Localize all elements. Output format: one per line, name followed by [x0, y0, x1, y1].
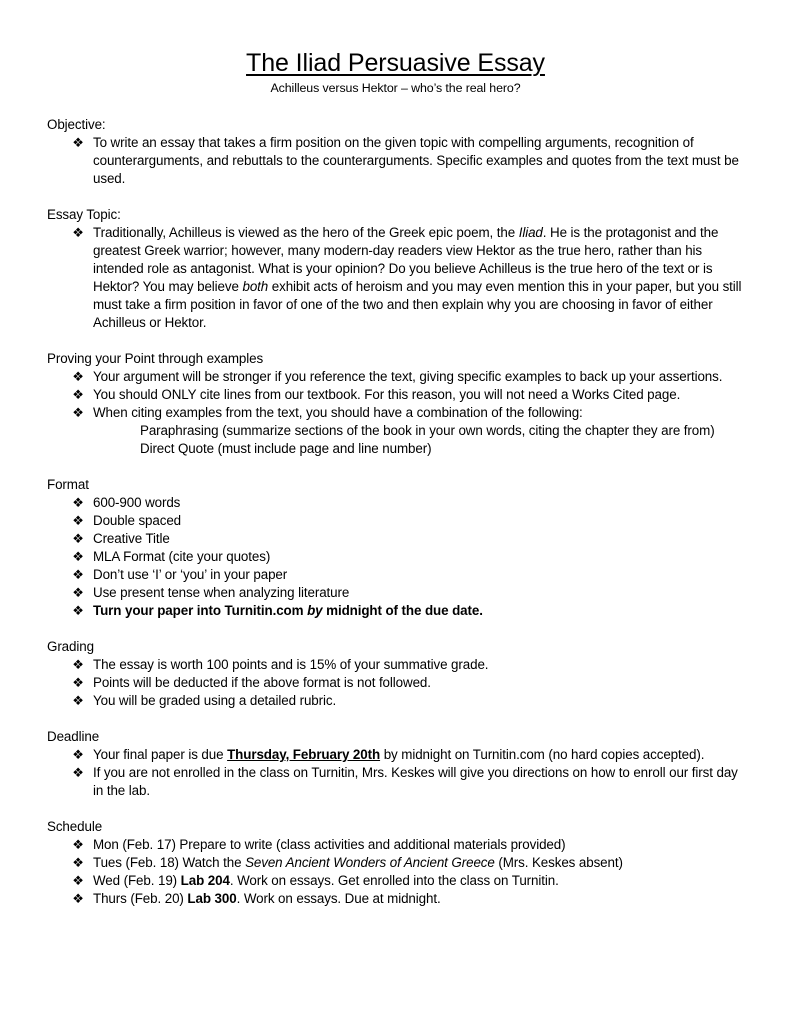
list-item [47, 692, 747, 710]
list-item [47, 890, 747, 908]
diamond-bullet-icon: ❖ [72, 567, 84, 582]
diamond-bullet-icon: ❖ [72, 531, 84, 546]
list-item [47, 566, 747, 584]
diamond-bullet-icon: ❖ [72, 135, 84, 150]
format-section [47, 476, 747, 620]
list-item [47, 494, 747, 512]
diamond-bullet-icon: ❖ [72, 225, 84, 240]
diamond-bullet-icon: ❖ [72, 369, 84, 384]
diamond-bullet-icon: ❖ [72, 405, 84, 420]
objective-list [47, 134, 747, 188]
list-item [47, 512, 747, 530]
list-item-text: MLA Format (cite your quotes) [93, 549, 271, 564]
turnitin-instruction [93, 603, 483, 618]
list-item [47, 134, 747, 188]
list-item [47, 224, 747, 332]
list-item [47, 656, 747, 674]
deadline-heading: Deadline [47, 729, 100, 744]
list-item-text: Mon (Feb. 17) Prepare to write (class activities and additional materials provided) [93, 837, 566, 852]
format-heading: Format [47, 477, 89, 492]
diamond-bullet-icon: ❖ [72, 855, 84, 870]
list-item-text: You should ONLY cite lines from our textbook. For this reason, you will not need a Works Cited page. [93, 387, 681, 402]
schedule-lab-300: Lab 300 [187, 891, 237, 906]
diamond-bullet-icon: ❖ [72, 513, 84, 528]
list-item-text: If you are not enrolled in the class on Turnitin, Mrs. Keskes will give you directions on how to enroll our first day in the lab. [93, 765, 738, 798]
document-body [47, 116, 747, 926]
due-date: Thursday, February 20th [227, 747, 381, 762]
proving-heading: Proving your Point through examples [47, 351, 264, 366]
proving-section [47, 350, 747, 458]
deadline-section [47, 728, 747, 800]
document-subtitle: Achilleus versus Hektor – who’s the real hero? [270, 81, 521, 95]
deadline-text-2: by midnight on Turnitin.com (no hard copies accepted). [380, 747, 705, 762]
objective-heading: Objective: [47, 117, 106, 132]
objective-text: To write an essay that takes a firm position on the given topic with compelling arguments, recognition of counterarguments, and rebuttals to the counterarguments. Specific examples and quotes from the text must be used. [93, 135, 739, 186]
list-item-text: You will be graded using a detailed rubric. [93, 693, 337, 708]
grading-heading: Grading [47, 639, 94, 654]
objective-section [47, 116, 747, 188]
grading-section [47, 638, 747, 710]
list-item [47, 548, 747, 566]
list-item [47, 854, 747, 872]
topic-section [47, 206, 747, 332]
schedule-section [47, 818, 747, 908]
diamond-bullet-icon: ❖ [72, 585, 84, 600]
list-item-text: Creative Title [93, 531, 170, 546]
diamond-bullet-icon: ❖ [72, 765, 84, 780]
schedule-film-title: Seven Ancient Wonders of Ancient Greece [245, 855, 495, 870]
proving-list [47, 368, 747, 422]
grading-list [47, 656, 747, 710]
schedule-wed-text-2: . Work on essays. Get enrolled into the class on Turnitin. [229, 873, 559, 888]
schedule-wed-text-1: Wed (Feb. 19) [93, 873, 181, 888]
schedule-thurs-text-2: . Work on essays. Due at midnight. [236, 891, 441, 906]
schedule-tues-text-1: Tues (Feb. 18) Watch the [93, 855, 246, 870]
list-item-text: 600-900 words [93, 495, 181, 510]
sub-item-paraphrasing: Paraphrasing (summarize sections of the book in your own words, citing the chapter they are from) [140, 423, 715, 438]
topic-list [47, 224, 747, 332]
deadline-list [47, 746, 747, 800]
list-item-text: Points will be deducted if the above format is not followed. [93, 675, 431, 690]
list-item [47, 530, 747, 548]
sub-item-direct-quote: Direct Quote (must include page and line number) [140, 441, 432, 456]
diamond-bullet-icon: ❖ [72, 495, 84, 510]
list-item [47, 674, 747, 692]
format-list [47, 494, 747, 620]
diamond-bullet-icon: ❖ [72, 873, 84, 888]
list-item-text: When citing examples from the text, you should have a combination of the following: [93, 405, 583, 420]
diamond-bullet-icon: ❖ [72, 837, 84, 852]
topic-iliad-title: Iliad [518, 225, 543, 240]
turnitin-by-emphasis: by [307, 603, 323, 618]
diamond-bullet-icon: ❖ [72, 693, 84, 708]
diamond-bullet-icon: ❖ [72, 675, 84, 690]
topic-text-3: exhibit acts of heroism and you may even mention this in your paper, but you still must take a firm position in favor of one of the two and then explain why you are choosing in favor of either Achilleus or Hektor. [93, 279, 742, 330]
list-item [47, 584, 747, 602]
list-item [47, 872, 747, 890]
list-item [47, 404, 747, 422]
list-item [47, 386, 747, 404]
schedule-list [47, 836, 747, 908]
diamond-bullet-icon: ❖ [72, 747, 84, 762]
list-item-text: The essay is worth 100 points and is 15% of your summative grade. [93, 657, 489, 672]
list-item-text: Double spaced [93, 513, 182, 528]
list-item [47, 836, 747, 854]
list-item-text: Your argument will be stronger if you reference the text, giving specific examples to back up your assertions. [93, 369, 723, 384]
diamond-bullet-icon: ❖ [72, 657, 84, 672]
list-item [47, 746, 747, 764]
list-item [47, 764, 747, 800]
topic-text-2: . He is the protagonist and the greatest Greek warrior; however, many modern-day readers view Hektor as the true hero, rather than his intended role as antagonist. What is your opinion? Do you believe Achilleus is the true hero of the text or is Hektor? You may believe [93, 225, 719, 294]
list-item-text: Use present tense when analyzing literature [93, 585, 350, 600]
schedule-thurs-text-1: Thurs (Feb. 20) [93, 891, 188, 906]
list-item [47, 368, 747, 386]
turnitin-text-2: midnight of the due date. [322, 603, 483, 618]
turnitin-text-1: Turn your paper into Turnitin.com [93, 603, 308, 618]
schedule-lab-204: Lab 204 [180, 873, 230, 888]
deadline-text-1: Your final paper is due [93, 747, 228, 762]
diamond-bullet-icon: ❖ [72, 387, 84, 402]
schedule-heading: Schedule [47, 819, 103, 834]
topic-both-emphasis: both [242, 279, 269, 294]
schedule-tues-text-2: (Mrs. Keskes absent) [494, 855, 623, 870]
topic-heading: Essay Topic: [47, 207, 121, 222]
topic-text-1: Traditionally, Achilleus is viewed as the hero of the Greek epic poem, the [93, 225, 519, 240]
diamond-bullet-icon: ❖ [72, 549, 84, 564]
list-item [47, 602, 747, 620]
document-title: The Iliad Persuasive Essay [246, 49, 545, 77]
list-item-text: Don’t use ‘I’ or ‘you’ in your paper [93, 567, 288, 582]
diamond-bullet-icon: ❖ [72, 603, 84, 618]
diamond-bullet-icon: ❖ [72, 891, 84, 906]
